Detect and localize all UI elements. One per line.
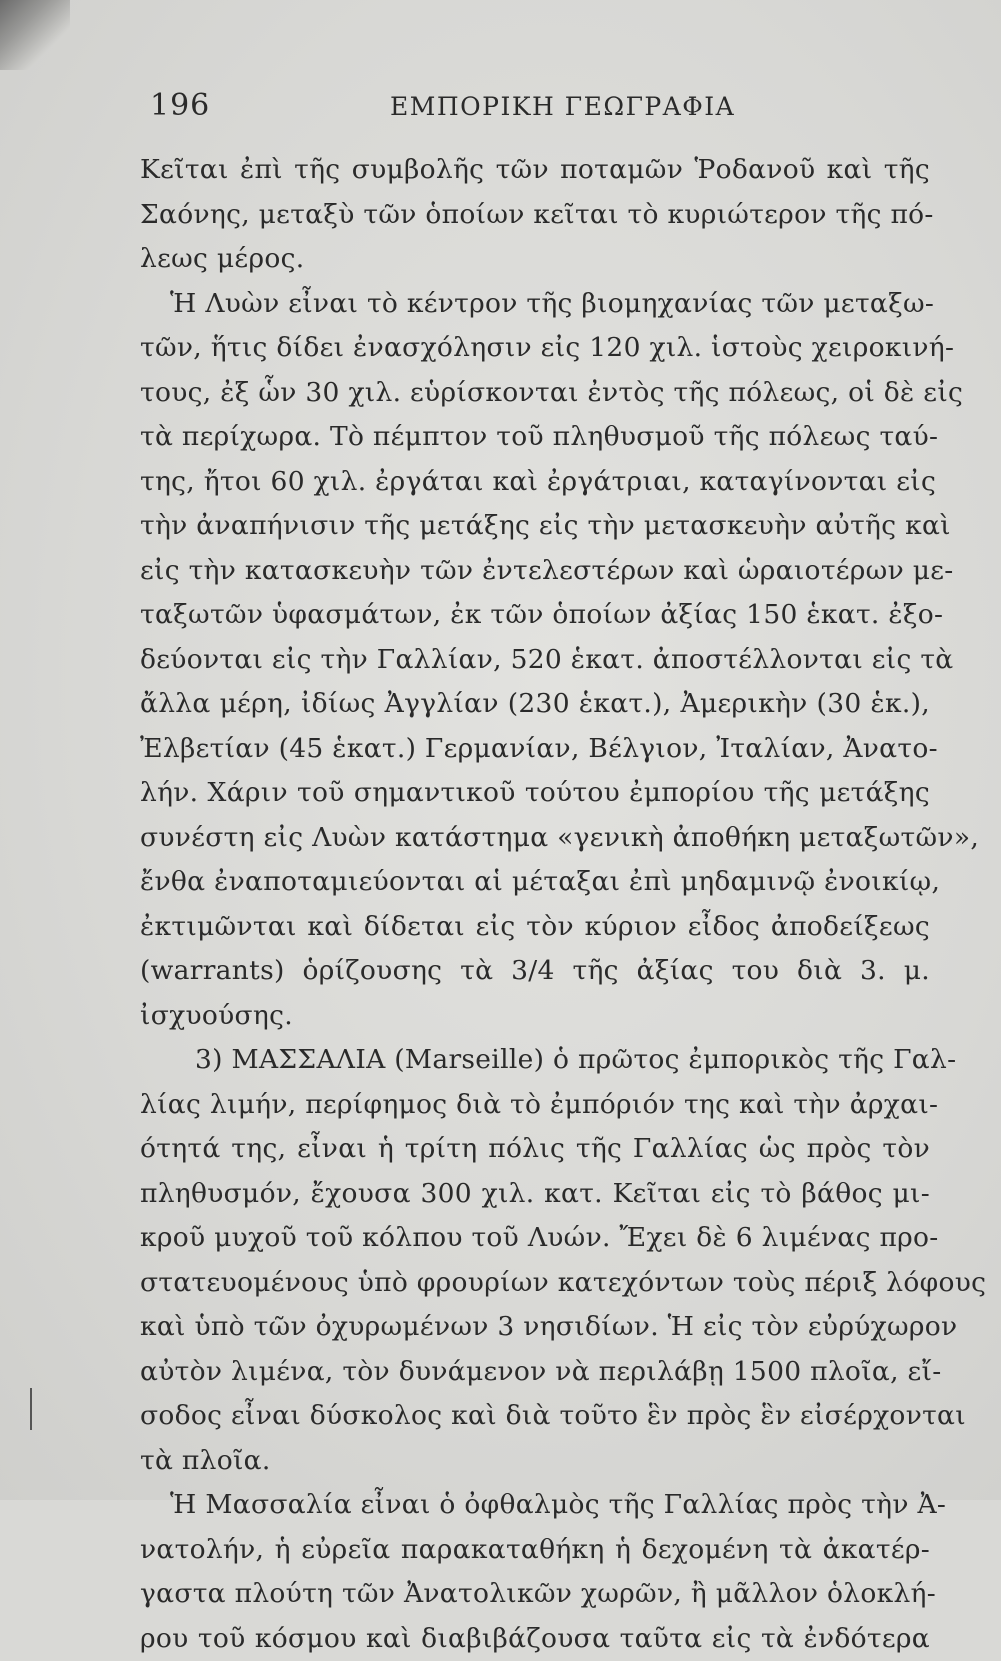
text-line: ἄλλα μέρη, ἰδίως Ἀγγλίαν (230 ἑκατ.), Ἀμερικὴν (30 ἑκ.), (140, 682, 930, 727)
text-line: τους, ἐξ ὧν 30 χιλ. εὑρίσκονται ἐντὸς τῆς πόλεως, οἱ δὲ εἰς (140, 371, 930, 416)
text-line: καὶ ὑπὸ τῶν ὀχυρωμένων 3 νησιδίων. Ἡ εἰς τὸν εὐρύχωρον (140, 1305, 930, 1350)
page-header (150, 88, 930, 128)
text-line: ότητά της, εἶναι ἡ τρίτη πόλις τῆς Γαλλίας ὡς πρὸς τὸν (140, 1127, 930, 1172)
page-edge-mark (30, 1388, 32, 1430)
text-line: αὐτὸν λιμένα, τὸν δυνάμενον νὰ περιλάβῃ 1500 πλοῖα, εἴ- (140, 1350, 930, 1395)
text-line: λίας λιμήν, περίφημος διὰ τὸ ἐμπόριόν της καὶ τὴν ἀρχαι- (140, 1083, 930, 1128)
page-number: 196 (150, 88, 210, 123)
text-line: πληθυσμόν, ἔχουσα 300 χιλ. κατ. Κεῖται εἰς τὸ βάθος μι- (140, 1172, 930, 1217)
text-line: ἰσχυούσης. (140, 994, 930, 1039)
text-line: γαστα πλούτη τῶν Ἀνατολικῶν χωρῶν, ἢ μᾶλλον ὁλοκλή- (140, 1572, 930, 1617)
text-line: Σαόνης, μεταξὺ τῶν ὁποίων κεῖται τὸ κυριώτερον τῆς πό- (140, 193, 930, 238)
text-line: Κεῖται ἐπὶ τῆς συμβολῆς τῶν ποταμῶν Ῥοδανοῦ καὶ τῆς (140, 148, 930, 193)
text-line: τῶν, ἥτις δίδει ἐνασχόλησιν εἰς 120 χιλ. ἱστοὺς χειροκινή- (140, 326, 930, 371)
section-heading-line: 3) ΜΑΣΣΑΛΙΑ (Marseille) ὁ πρῶτος ἐμπορικὸς τῆς Γαλ- (140, 1038, 930, 1083)
paragraph-start: Ἡ Λυὼν εἶναι τὸ κέντρον τῆς βιομηχανίας τῶν μεταξω- (140, 282, 930, 327)
text-line: λεως μέρος. (140, 237, 930, 282)
text-line: δεύονται εἰς τὴν Γαλλίαν, 520 ἑκατ. ἀποστέλλονται εἰς τὰ (140, 638, 930, 683)
text-line: συνέστη εἰς Λυὼν κατάστημα «γενικὴ ἀποθήκη μεταξωτῶν», (140, 816, 930, 861)
text-line: ἐκτιμῶνται καὶ δίδεται εἰς τὸν κύριον εἶδος ἀποδείξεως (140, 905, 930, 950)
text-line: τὰ περίχωρα. Τὸ πέμπτον τοῦ πληθυσμοῦ τῆς πόλεως ταύ- (140, 415, 930, 460)
paragraph-start: Ἡ Μασσαλία εἶναι ὁ ὀφθαλμὸς τῆς Γαλλίας πρὸς τὴν Ἀ- (140, 1483, 930, 1528)
text-line: (warrants) ὁρίζουσης τὰ 3/4 τῆς ἀξίας του διὰ 3. μ. (140, 949, 930, 994)
text-line: λήν. Χάριν τοῦ σημαντικοῦ τούτου ἐμπορίου τῆς μετάξης (140, 771, 930, 816)
text-line: ἔνθα ἐναποταμιεύονται αἱ μέταξαι ἐπὶ μηδαμινῷ ἐνοικίῳ, (140, 860, 930, 905)
text-line: Ἐλβετίαν (45 ἑκατ.) Γερμανίαν, Βέλγιον, Ἰταλίαν, Ἀνατο- (140, 727, 930, 772)
text-line: κροῦ μυχοῦ τοῦ κόλπου τοῦ Λυών. Ἔχει δὲ 6 λιμένας προ- (140, 1216, 930, 1261)
text-line: τὴν ἀναπήνισιν τῆς μετάξης εἰς τὴν μετασκευὴν αὐτῆς καὶ (140, 504, 930, 549)
text-line: της, ἤτοι 60 χιλ. ἐργάται καὶ ἐργάτριαι, καταγίνονται εἰς (140, 460, 930, 505)
text-line: ταξωτῶν ὑφασμάτων, ἐκ τῶν ὁποίων ἀξίας 150 ἑκατ. ἐξο- (140, 593, 930, 638)
text-line: νατολήν, ἡ εὐρεῖα παρακαταθήκη ἡ δεχομένη τὰ ἀκατέρ- (140, 1528, 930, 1573)
text-line: σοδος εἶναι δύσκολος καὶ διὰ τοῦτο ἓν πρὸς ἓν εἰσέρχονται (140, 1394, 930, 1439)
text-line: εἰς τὴν κατασκευὴν τῶν ἐντελεστέρων καὶ ὡραιοτέρων με- (140, 549, 930, 594)
running-title: ΕΜΠΟΡΙΚΗ ΓΕΩΓΡΑΦΙΑ (390, 92, 735, 121)
text-line: τὰ πλοῖα. (140, 1439, 930, 1484)
page-corner-shadow (0, 0, 70, 70)
text-line: ρου τοῦ κόσμου καὶ διαβιβάζουσα ταῦτα εἰς τὰ ἐνδότερα (140, 1617, 930, 1661)
text-line: στατευομένους ὑπὸ φρουρίων κατεχόντων τοὺς πέριξ λόφους (140, 1261, 930, 1306)
body-text (140, 148, 930, 1661)
